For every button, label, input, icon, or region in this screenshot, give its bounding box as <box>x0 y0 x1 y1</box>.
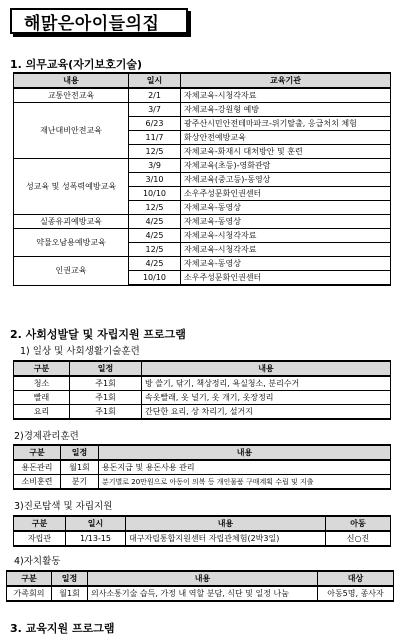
section3-heading: 3. 교육지원 프로그램 <box>10 622 115 635</box>
cell-date: 11/7 <box>129 131 181 145</box>
cell-schedule: 분기 <box>61 475 99 490</box>
cell-org: 자체교육-동영상 <box>181 257 391 271</box>
sub4-heading: 4)자치활동 <box>14 556 61 567</box>
cell-org: 소우주성문화인권센터 <box>181 187 391 201</box>
cell-date: 4/25 <box>129 215 181 229</box>
table-row <box>7 586 394 601</box>
col-header-content: 내용 <box>142 361 391 376</box>
cell-category: 자립관 <box>14 531 66 546</box>
cell-content: 대구자립통합지원센터 자립관체험(2박3일) <box>126 531 326 546</box>
cell-target: 아동5명, 종사자 <box>318 586 394 601</box>
cell-content: 간단한 요리, 상 차리기, 설거지 <box>142 405 391 420</box>
col-header-schedule: 일정 <box>70 361 142 376</box>
career-support-table <box>13 515 391 547</box>
col-header-content: 내용 <box>88 571 318 586</box>
cell-date: 10/10 <box>129 271 181 286</box>
cell-category: 빨래 <box>14 391 70 405</box>
cell-org: 자체교육-강원형 예방 <box>181 103 391 117</box>
col-header-child: 아동 <box>326 516 391 531</box>
table-row <box>14 257 391 271</box>
cell-content: 인권교육 <box>14 257 129 286</box>
table-row <box>14 159 391 173</box>
table-row <box>14 88 391 103</box>
cell-category: 가족회의 <box>7 586 52 601</box>
col-header-category: 구분 <box>14 516 66 531</box>
table-row <box>14 376 391 391</box>
cell-org: 화상안전예방교육 <box>181 131 391 145</box>
cell-date: 4/25 <box>129 229 181 243</box>
economic-management-table <box>13 444 391 490</box>
cell-org: 광주산시민안전테마파크-위기탈출, 응급처치 체험 <box>181 117 391 131</box>
mandatory-education-table <box>13 72 391 286</box>
cell-date: 4/25 <box>129 257 181 271</box>
cell-date: 3/9 <box>129 159 181 173</box>
table-row <box>14 531 391 546</box>
cell-content: 용돈지급 및 용돈사용 관리 <box>99 460 391 475</box>
table-row <box>14 391 391 405</box>
sub1-heading: 1) 일상 및 사회생활기술훈련 <box>20 346 140 357</box>
cell-schedule: 주1회 <box>70 391 142 405</box>
cell-org: 소우주성문화인권센터 <box>181 271 391 286</box>
col-header-content: 내용 <box>14 73 129 88</box>
cell-schedule: 주1회 <box>70 405 142 420</box>
cell-date: 12/5 <box>129 145 181 159</box>
cell-content: 교통안전교육 <box>14 88 129 103</box>
table-row <box>14 475 391 490</box>
cell-content: 재난대비안전교육 <box>14 103 129 159</box>
cell-content: 분기별로 20만원으로 아동이 의복 등 개인물품 구매계획 수립 및 지출 <box>99 475 391 490</box>
sub2-heading: 2)경제관리훈련 <box>14 431 79 442</box>
sub3-heading: 3)진로탐색 및 자립지원 <box>14 501 113 512</box>
col-header-target: 대상 <box>318 571 394 586</box>
table-row <box>14 103 391 117</box>
cell-date: 3/7 <box>129 103 181 117</box>
cell-category: 소비훈련 <box>14 475 61 490</box>
cell-category: 요리 <box>14 405 70 420</box>
daily-skills-table <box>13 360 391 420</box>
col-header-category: 구분 <box>14 361 70 376</box>
self-governance-table <box>6 570 394 602</box>
cell-date: 12/5 <box>129 243 181 257</box>
cell-content: 방 쓸기, 닦기, 책상정리, 욕실청소, 분리수거 <box>142 376 391 391</box>
cell-org: 자체교육-동영상 <box>181 201 391 215</box>
cell-date: 10/10 <box>129 187 181 201</box>
cell-org: 자체교육(중고등)-동영상 <box>181 173 391 187</box>
col-header-schedule: 일정 <box>61 445 99 460</box>
col-header-date: 일시 <box>66 516 126 531</box>
table-row <box>14 215 391 229</box>
col-header-category: 구분 <box>7 571 52 586</box>
cell-content: 속옷빨래, 옷 널기, 옷 개기, 옷장정리 <box>142 391 391 405</box>
cell-category: 청소 <box>14 376 70 391</box>
col-header-category: 구분 <box>14 445 61 460</box>
cell-org: 자체교육-시청각자료 <box>181 243 391 257</box>
section1-heading: 1. 의무교육(자기보호기술) <box>10 58 142 71</box>
cell-org: 자체교육-동영상 <box>181 215 391 229</box>
cell-schedule: 주1회 <box>70 376 142 391</box>
cell-content: 약물오남용예방교육 <box>14 229 129 257</box>
cell-org: 자체교육(초등)-영화관람 <box>181 159 391 173</box>
cell-content: 실종유괴예방교육 <box>14 215 129 229</box>
page-title: 해맑은아이들의집 <box>10 8 188 34</box>
col-header-schedule: 일정 <box>52 571 88 586</box>
cell-content: 성교육 및 성폭력예방교육 <box>14 159 129 215</box>
cell-org: 자체교육-시청각자료 <box>181 229 391 243</box>
cell-date: 2/1 <box>129 88 181 103</box>
cell-date: 6/23 <box>129 117 181 131</box>
cell-date: 1/13-15 <box>66 531 126 546</box>
cell-content: 의사소통기술 습득, 가정 내 역할 분담, 식단 및 일정 나눔 <box>88 586 318 601</box>
table-row <box>14 405 391 420</box>
cell-category: 용돈관리 <box>14 460 61 475</box>
col-header-org: 교육기관 <box>181 73 391 88</box>
cell-date: 3/10 <box>129 173 181 187</box>
col-header-date: 일시 <box>129 73 181 88</box>
table-row <box>14 229 391 243</box>
cell-org: 자체교육-화재시 대처방안 및 훈련 <box>181 145 391 159</box>
cell-org: 자체교육-시청각자료 <box>181 88 391 103</box>
section2-heading: 2. 사회성발달 및 자립지원 프로그램 <box>10 328 186 341</box>
col-header-content: 내용 <box>126 516 326 531</box>
table-row <box>14 460 391 475</box>
cell-date: 12/5 <box>129 201 181 215</box>
cell-schedule: 월1회 <box>61 460 99 475</box>
cell-schedule: 월1회 <box>52 586 88 601</box>
cell-child: 신○진 <box>326 531 391 546</box>
col-header-content: 내용 <box>99 445 391 460</box>
